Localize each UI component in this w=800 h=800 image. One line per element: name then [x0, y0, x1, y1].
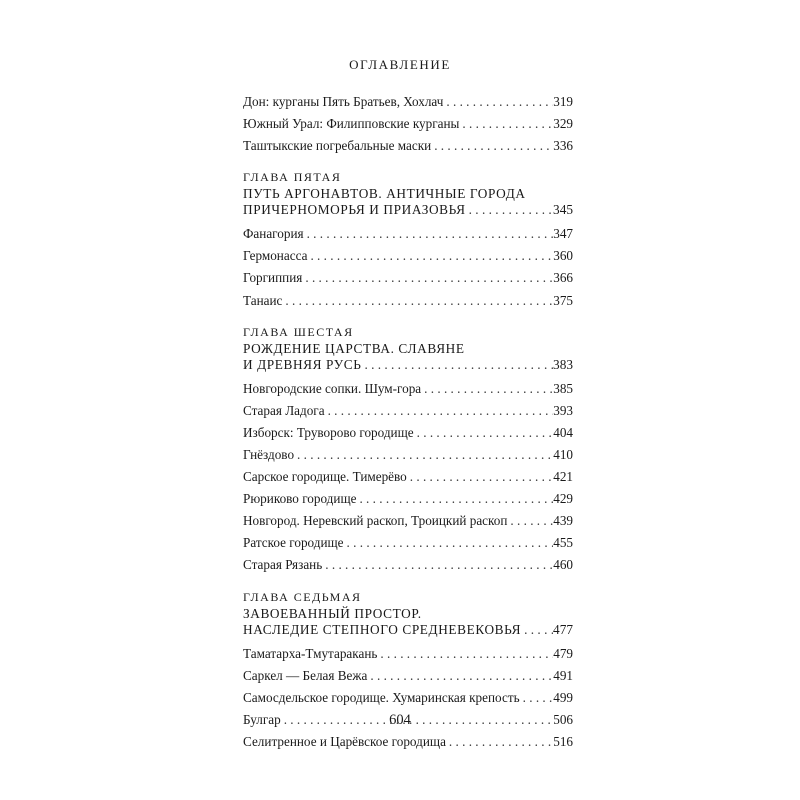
entry-page-number: 336 — [553, 138, 573, 154]
entry-title: Новгород. Неревский раскоп, Троицкий раскоп — [243, 513, 508, 529]
chapter-page-number: 477 — [553, 621, 573, 637]
toc-entry[interactable] — [243, 687, 573, 709]
entry-title: Старая Ладога — [243, 402, 325, 418]
entry-title: Новгородские сопки. Шум-гора — [243, 380, 422, 396]
entry-title: Саркел — Белая Вежа — [243, 667, 368, 683]
entry-title: Булгар — [243, 711, 281, 727]
dot-leader — [431, 135, 553, 157]
toc-entry[interactable] — [243, 643, 573, 665]
dot-leader — [356, 488, 553, 510]
toc-entry[interactable] — [243, 245, 573, 267]
chapter-label: ГЛАВА СЕДЬМАЯ — [243, 589, 362, 604]
chapter-label: ГЛАВА ШЕСТАЯ — [243, 324, 354, 339]
chapter-block — [243, 325, 573, 577]
entry-page-number: 429 — [553, 491, 573, 507]
dot-leader — [361, 357, 553, 373]
dot-leader — [414, 422, 554, 444]
chapter-title-line: НАСЛЕДИЕ СТЕПНОГО СРЕДНЕВЕКОВЬЯ — [243, 621, 522, 637]
toc-entry[interactable] — [243, 422, 573, 444]
dot-leader — [466, 202, 553, 218]
toc-entry[interactable] — [243, 290, 573, 312]
entry-title: Танаис — [243, 292, 283, 308]
toc-entry[interactable] — [243, 267, 573, 289]
toc-entry[interactable] — [243, 488, 573, 510]
entry-title: Горгиппия — [243, 270, 303, 286]
dot-leader — [459, 113, 553, 135]
entry-page-number: 491 — [553, 667, 573, 683]
intro-entries — [243, 91, 573, 157]
entry-title: Старая Рязань — [243, 557, 323, 573]
entry-title: Селитренное и Царёвское городища — [243, 733, 446, 749]
toc-entry[interactable] — [243, 223, 573, 245]
dot-leader — [282, 290, 553, 312]
chapters — [243, 170, 573, 753]
entry-page-number: 506 — [553, 711, 573, 727]
chapter-title-line[interactable]: ЗАВОЕВАННЫЙ ПРОСТОР. — [243, 605, 422, 621]
entry-title: Южный Урал: Филипповские курганы — [243, 116, 460, 132]
table-of-contents — [243, 91, 573, 753]
entry-page-number: 404 — [553, 424, 573, 440]
toc-entry[interactable] — [243, 400, 573, 422]
dot-leader — [302, 267, 553, 289]
entry-page-number: 499 — [553, 689, 573, 705]
entry-page-number: 319 — [553, 94, 573, 109]
dot-leader — [294, 444, 553, 466]
entry-page-number: 375 — [553, 292, 573, 308]
entry-page-number: 366 — [553, 270, 573, 286]
entry-title: Таматарха-Тмутаракань — [243, 645, 378, 661]
dot-leader — [304, 223, 554, 245]
entry-title: Дон: курганы Пять Братьев, Хохлач — [243, 94, 444, 109]
chapter-page-number: 383 — [553, 356, 573, 372]
entry-title: Ратское городище — [243, 535, 344, 551]
toc-entry[interactable] — [243, 731, 573, 753]
entry-title: Гермонасса — [243, 248, 308, 264]
chapter-title-line: ПРИЧЕРНОМОРЬЯ И ПРИАЗОВЬЯ — [243, 202, 466, 218]
entry-title: Таштыкские погребальные маски — [243, 138, 432, 154]
chapter-block — [243, 170, 573, 311]
dot-leader — [367, 665, 553, 687]
entry-title: Рюриково городище — [243, 491, 357, 507]
chapter-title-line: И ДРЕВНЯЯ РУСЬ — [243, 356, 362, 372]
toc-entry[interactable] — [243, 665, 573, 687]
dot-leader — [507, 510, 553, 532]
toc-entry[interactable] — [243, 444, 573, 466]
toc-entry[interactable] — [243, 113, 573, 135]
chapter-title-line[interactable]: РОЖДЕНИЕ ЦАРСТВА. СЛАВЯНЕ — [243, 340, 465, 356]
entry-title: Фанагория — [243, 226, 304, 242]
chapter-page-number: 345 — [553, 202, 573, 218]
entry-page-number: 479 — [553, 645, 573, 661]
entry-page-number: 347 — [553, 226, 573, 242]
dot-leader — [521, 622, 553, 638]
toc-entry[interactable] — [243, 378, 573, 400]
entry-page-number: 460 — [553, 557, 573, 573]
dot-leader — [520, 687, 554, 709]
dot-leader — [307, 245, 553, 267]
entry-page-number: 421 — [553, 469, 573, 485]
entry-title: Изборск: Труворово городище — [243, 424, 414, 440]
chapter-title-entry[interactable] — [243, 202, 573, 219]
dot-leader — [407, 466, 553, 488]
entry-title: Самосдельское городище. Хумаринская крепость — [243, 689, 520, 705]
dot-leader — [421, 378, 553, 400]
entry-page-number: 455 — [553, 535, 573, 551]
chapter-title-entry[interactable] — [243, 622, 573, 639]
dot-leader — [344, 532, 554, 554]
entry-page-number: 360 — [553, 248, 573, 264]
toc-entry[interactable] — [243, 91, 573, 113]
dot-leader — [322, 554, 553, 576]
entry-page-number: 393 — [553, 402, 573, 418]
chapter-title-entry[interactable] — [243, 357, 573, 374]
entry-title: Сарское городище. Тимерёво — [243, 469, 407, 485]
dot-leader — [377, 643, 553, 665]
running-head: ОГЛАВЛЕНИЕ — [349, 57, 451, 72]
toc-entry[interactable] — [243, 532, 573, 554]
page-number: 604 — [389, 712, 411, 728]
chapter-label: ГЛАВА ПЯТАЯ — [243, 170, 342, 185]
toc-entry[interactable] — [243, 554, 573, 576]
toc-entry[interactable] — [243, 466, 573, 488]
chapter-title-line[interactable]: ПУТЬ АРГОНАВТОВ. АНТИЧНЫЕ ГОРОДА — [243, 186, 526, 202]
entry-page-number: 385 — [553, 380, 573, 396]
entry-page-number: 329 — [553, 116, 573, 132]
entry-title: Гнёздово — [243, 446, 295, 462]
toc-entry[interactable] — [243, 510, 573, 532]
toc-entry[interactable] — [243, 135, 573, 157]
dot-leader — [446, 731, 553, 753]
dot-leader — [325, 400, 554, 422]
entry-page-number: 439 — [553, 513, 573, 529]
dot-leader — [443, 91, 553, 113]
entry-page-number: 516 — [553, 733, 573, 749]
entry-page-number: 410 — [553, 446, 573, 462]
